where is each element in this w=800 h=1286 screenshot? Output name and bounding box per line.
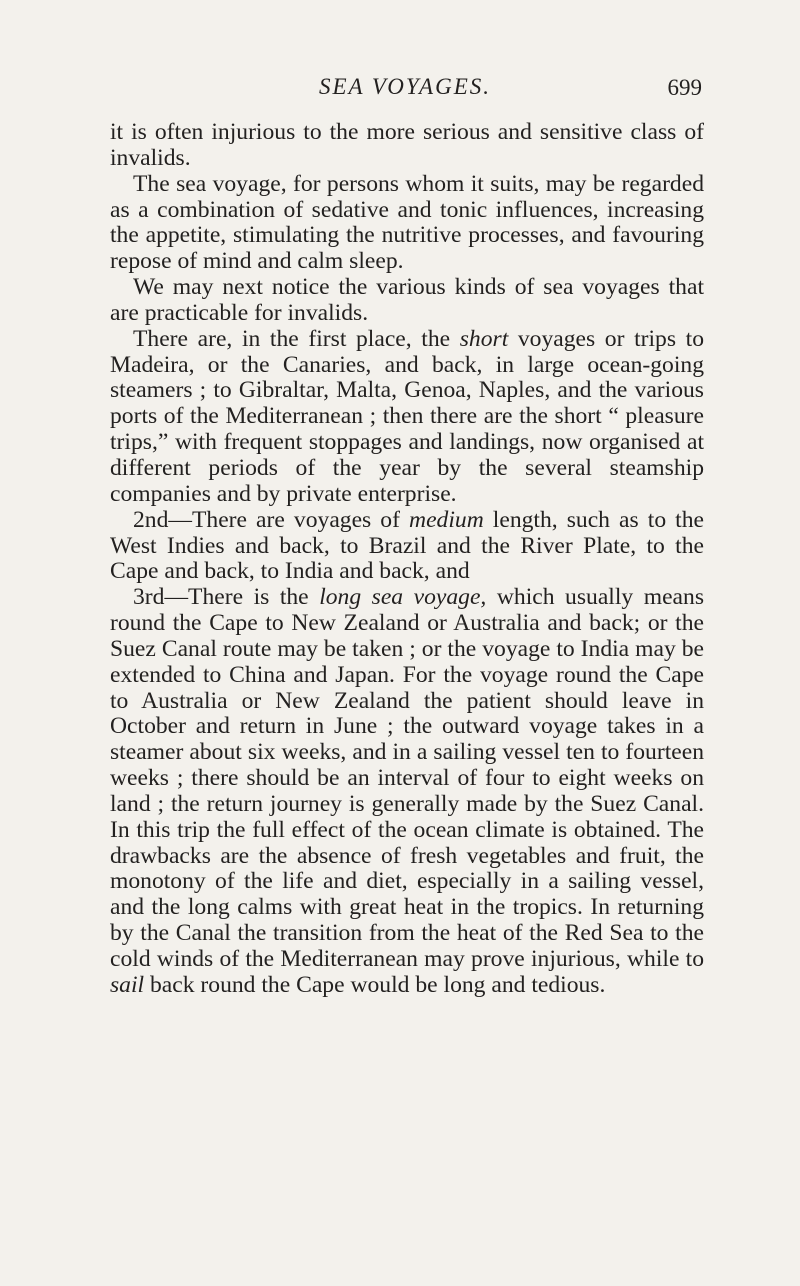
paragraph-text: There are, in the first place, the [133, 325, 460, 352]
paragraph-text: 2nd—There are voyages of [133, 506, 410, 533]
page-number: 699 [667, 75, 702, 100]
paragraph-text: back round the Cape would be long and tedious. [144, 971, 606, 998]
paragraph-text: which usually means round the Cape to New Zealand or Australia and back; or the Suez Canal route may be taken ; or the voyage to India may be extended to China and Japan. For the voyage round the Cape to Australia or New Zealand the patient should leave in October and return in June ; the outward voyage takes in a steamer about six weeks, and in a sailing vessel ten to fourteen weeks ; there should be an interval of four to eight weeks on land ; the return journey is generally made by the Suez Canal. In this trip the full effect of the ocean climate is obtained. The drawbacks are the absence of fresh vegetables and fruit, the monotony of the life and diet, especially in a sailing vessel, and the long calms with great heat in the tropics. In returning by the Canal the transition from the heat of the Red Sea to the cold winds of the Mediterranean may prove injurious, while to [110, 584, 704, 972]
emphasis-sail: sail [110, 971, 145, 998]
paragraph-short-voyages [110, 327, 704, 508]
paragraph-text: it is often injurious to the more serious and sensitive class of invalids. [110, 119, 704, 171]
paragraph-sea-voyage-effects [110, 172, 704, 275]
paragraph-text: length, such as to the West Indies and back, to Brazil and the River Plate, to the Cape and back, to India and back, and [110, 506, 704, 585]
paragraph-invalids-continuation [110, 120, 704, 172]
paragraph-text: 3rd—There is the [133, 584, 320, 611]
paragraph-text: voyages or trips to Madeira, or the Canaries, and back, in large ocean-going steamers ; to Gibraltar, Malta, Genoa, Naples, and the various ports of the Mediterranean ; then there are the short “ pleasure trips,” with frequent stoppages and landings, now organised at different periods of the year by the several steamship companies and by private enterprise. [110, 325, 705, 507]
paragraph-medium-voyages [110, 508, 704, 586]
emphasis-short: short [459, 325, 509, 352]
emphasis-long-sea-voyage: long sea voyage, [319, 584, 487, 611]
emphasis-medium: medium [409, 506, 484, 533]
body-text [110, 120, 704, 999]
paragraph-text: The sea voyage, for persons whom it suits, may be regarded as a combination of sedative and tonic influences, increasing the appetite, stimulating the nutritive processes, and favouring repose of mind and calm sleep. [110, 170, 704, 275]
running-title: SEA VOYAGES. [318, 74, 492, 99]
paragraph-text: We may next notice the various kinds of sea voyages that are practicable for invalids. [110, 274, 704, 326]
running-head [110, 74, 700, 108]
paragraph-kinds-of-voyages [110, 275, 704, 327]
paragraph-long-voyages [110, 585, 704, 999]
